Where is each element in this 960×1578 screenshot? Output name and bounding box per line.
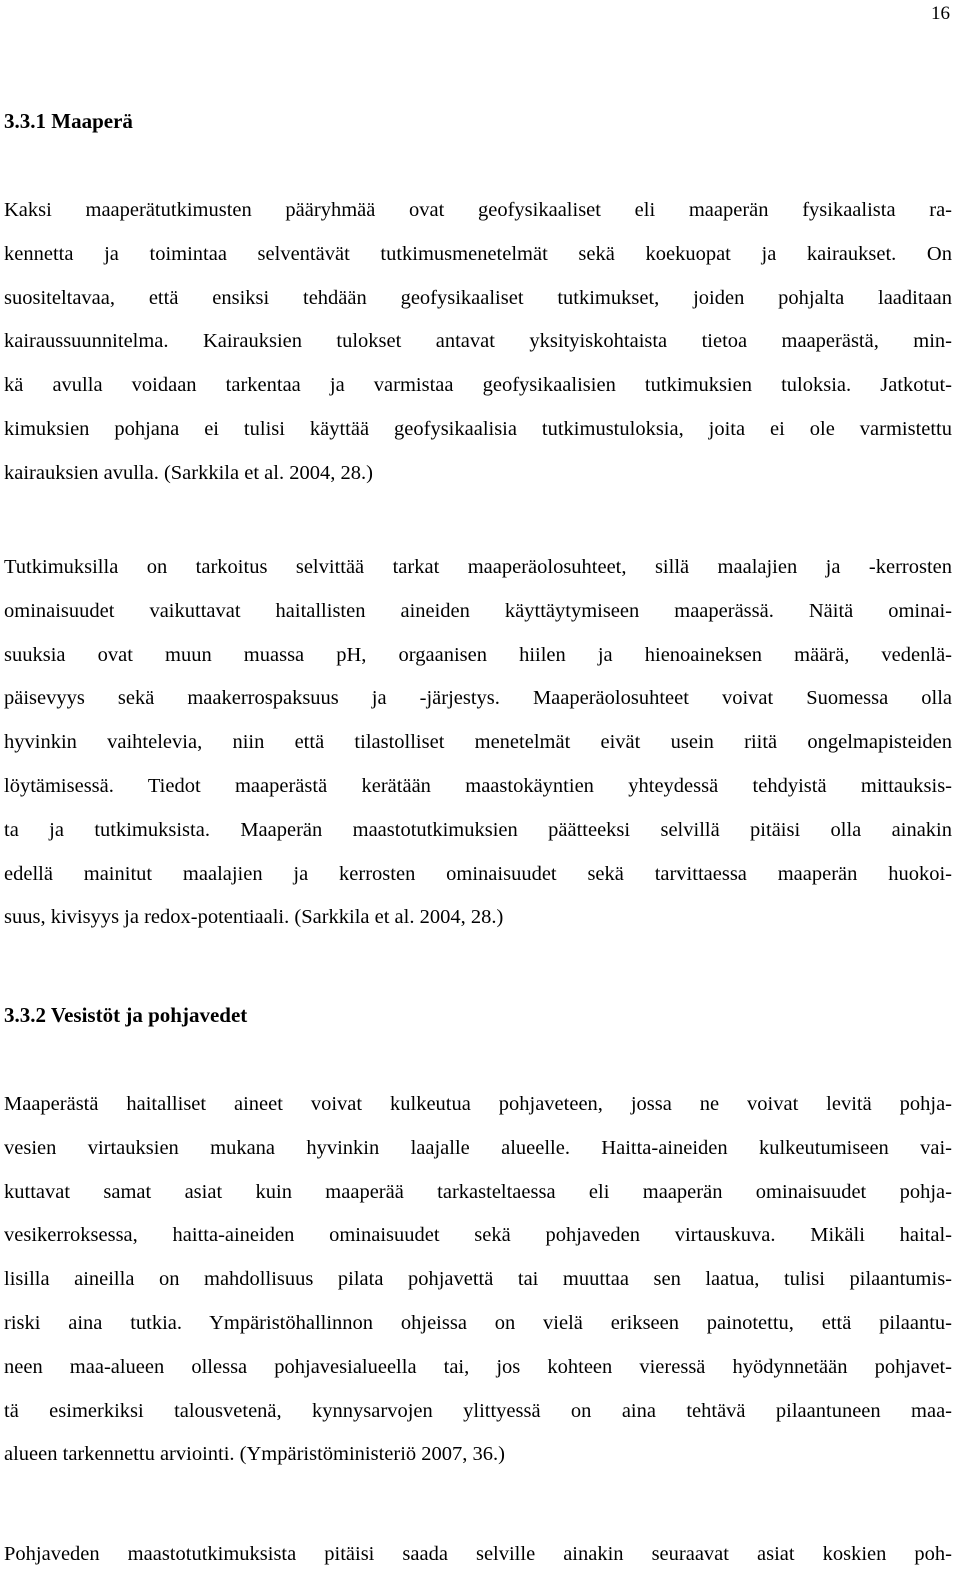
- page-number: 16: [931, 3, 950, 24]
- text-line: lisilla aineilla on mahdollisuus pilata pohjavettä tai muuttaa sen laatua, tulisi pilaantumis-: [4, 1268, 952, 1291]
- section-heading-vesistot: 3.3.2 Vesistöt ja pohjavedet: [4, 1003, 248, 1027]
- paragraph-vesistot-1: [4, 1083, 952, 1477]
- text-line: kuttavat samat asiat kuin maaperää tarkasteltaessa eli maaperän ominaisuudet pohja-: [4, 1180, 952, 1203]
- text-line: suuksia ovat muun muassa pH, orgaanisen hiilen ja hienoaineksen määrä, vedenlä-: [4, 643, 952, 666]
- text-line: kairaussuunnitelma. Kairauksien tulokset antavat yksityiskohtaista tietoa maaperästä, min-: [4, 330, 952, 353]
- text-line: riski aina tutkia. Ympäristöhallinnon ohjeissa on vielä erikseen painotettu, että pilaantu-: [4, 1311, 952, 1334]
- text-line: Tutkimuksilla on tarkoitus selvittää tarkat maaperäolosuhteet, sillä maalajien ja -kerrosten: [4, 556, 952, 578]
- text-line: Maaperästä haitalliset aineet voivat kulkeutua pohjaveteen, jossa ne voivat levitä pohja-: [4, 1093, 952, 1115]
- text-line: löytämisessä. Tiedot maaperästä kerätään maastokäyntien yhteydessä tehdyistä mittauksis-: [4, 774, 952, 797]
- text-line: hyvinkin vaihtelevia, niin että tilastolliset menetelmät eivät usein riitä ongelmapisteiden: [4, 731, 952, 754]
- text-line: ominaisuudet vaikuttavat haitallisten aineiden käyttäytymiseen maaperässä. Näitä ominai-: [4, 599, 952, 622]
- text-line: edellä mainitut maalajien ja kerrosten ominaisuudet sekä tarvittaessa maaperän huokoi-: [4, 862, 952, 885]
- text-line: suositeltavaa, että ensiksi tehdään geofysikaaliset tutkimukset, joiden pohjalta laaditaan: [4, 286, 952, 309]
- text-line: päisevyys sekä maakerrospaksuus ja -järjestys. Maaperäolosuhteet voivat Suomessa olla: [4, 687, 952, 710]
- text-line: vesikerroksessa, haitta-aineiden ominaisuudet sekä pohjaveden virtauskuva. Mikäli haital-: [4, 1224, 952, 1247]
- text-line: kairauksien avulla. (Sarkkila et al. 2004, 28.): [4, 461, 373, 484]
- paragraph-maapera-2: [4, 546, 952, 940]
- text-line: ta ja tutkimuksista. Maaperän maastotutkimuksien päätteeksi selvillä pitäisi olla ainakin: [4, 818, 952, 841]
- text-line: tä esimerkiksi talousvetenä, kynnysarvojen ylittyessä on aina tehtävä pilaantuneen maa-: [4, 1399, 952, 1422]
- text-line: suus, kivisyys ja redox-potentiaali. (Sarkkila et al. 2004, 28.): [4, 906, 504, 929]
- text-line: Pohjaveden maastotutkimuksista pitäisi saada selville ainakin seuraavat asiat koskien poh-: [4, 1543, 952, 1565]
- text-line: Kaksi maaperätutkimusten pääryhmää ovat geofysikaaliset eli maaperän fysikaalista ra-: [4, 199, 952, 221]
- text-line: kennetta ja toimintaa selventävät tutkimusmenetelmät sekä koekuopat ja kairaukset. On: [4, 242, 952, 265]
- text-line: kä avulla voidaan tarkentaa ja varmistaa geofysikaalisien tutkimuksien tuloksia. Jatkotut-: [4, 374, 952, 397]
- text-line: kimuksien pohjana ei tulisi käyttää geofysikaalisia tutkimustuloksia, joita ei ole varmistettu: [4, 417, 952, 440]
- text-line: alueen tarkennettu arviointi. (Ympäristöministeriö 2007, 36.): [4, 1443, 505, 1466]
- text-line: vesien virtauksien mukana hyvinkin laajalle alueelle. Haitta-aineiden kulkeutumiseen vai-: [4, 1136, 952, 1159]
- text-line: neen maa-alueen ollessa pohjavesialueella tai, jos kohteen vieressä hyödynnetään pohjavet-: [4, 1355, 952, 1378]
- paragraph-vesistot-2: [4, 1533, 952, 1577]
- paragraph-maapera-1: [4, 189, 952, 496]
- section-heading-maapera: 3.3.1 Maaperä: [4, 109, 133, 133]
